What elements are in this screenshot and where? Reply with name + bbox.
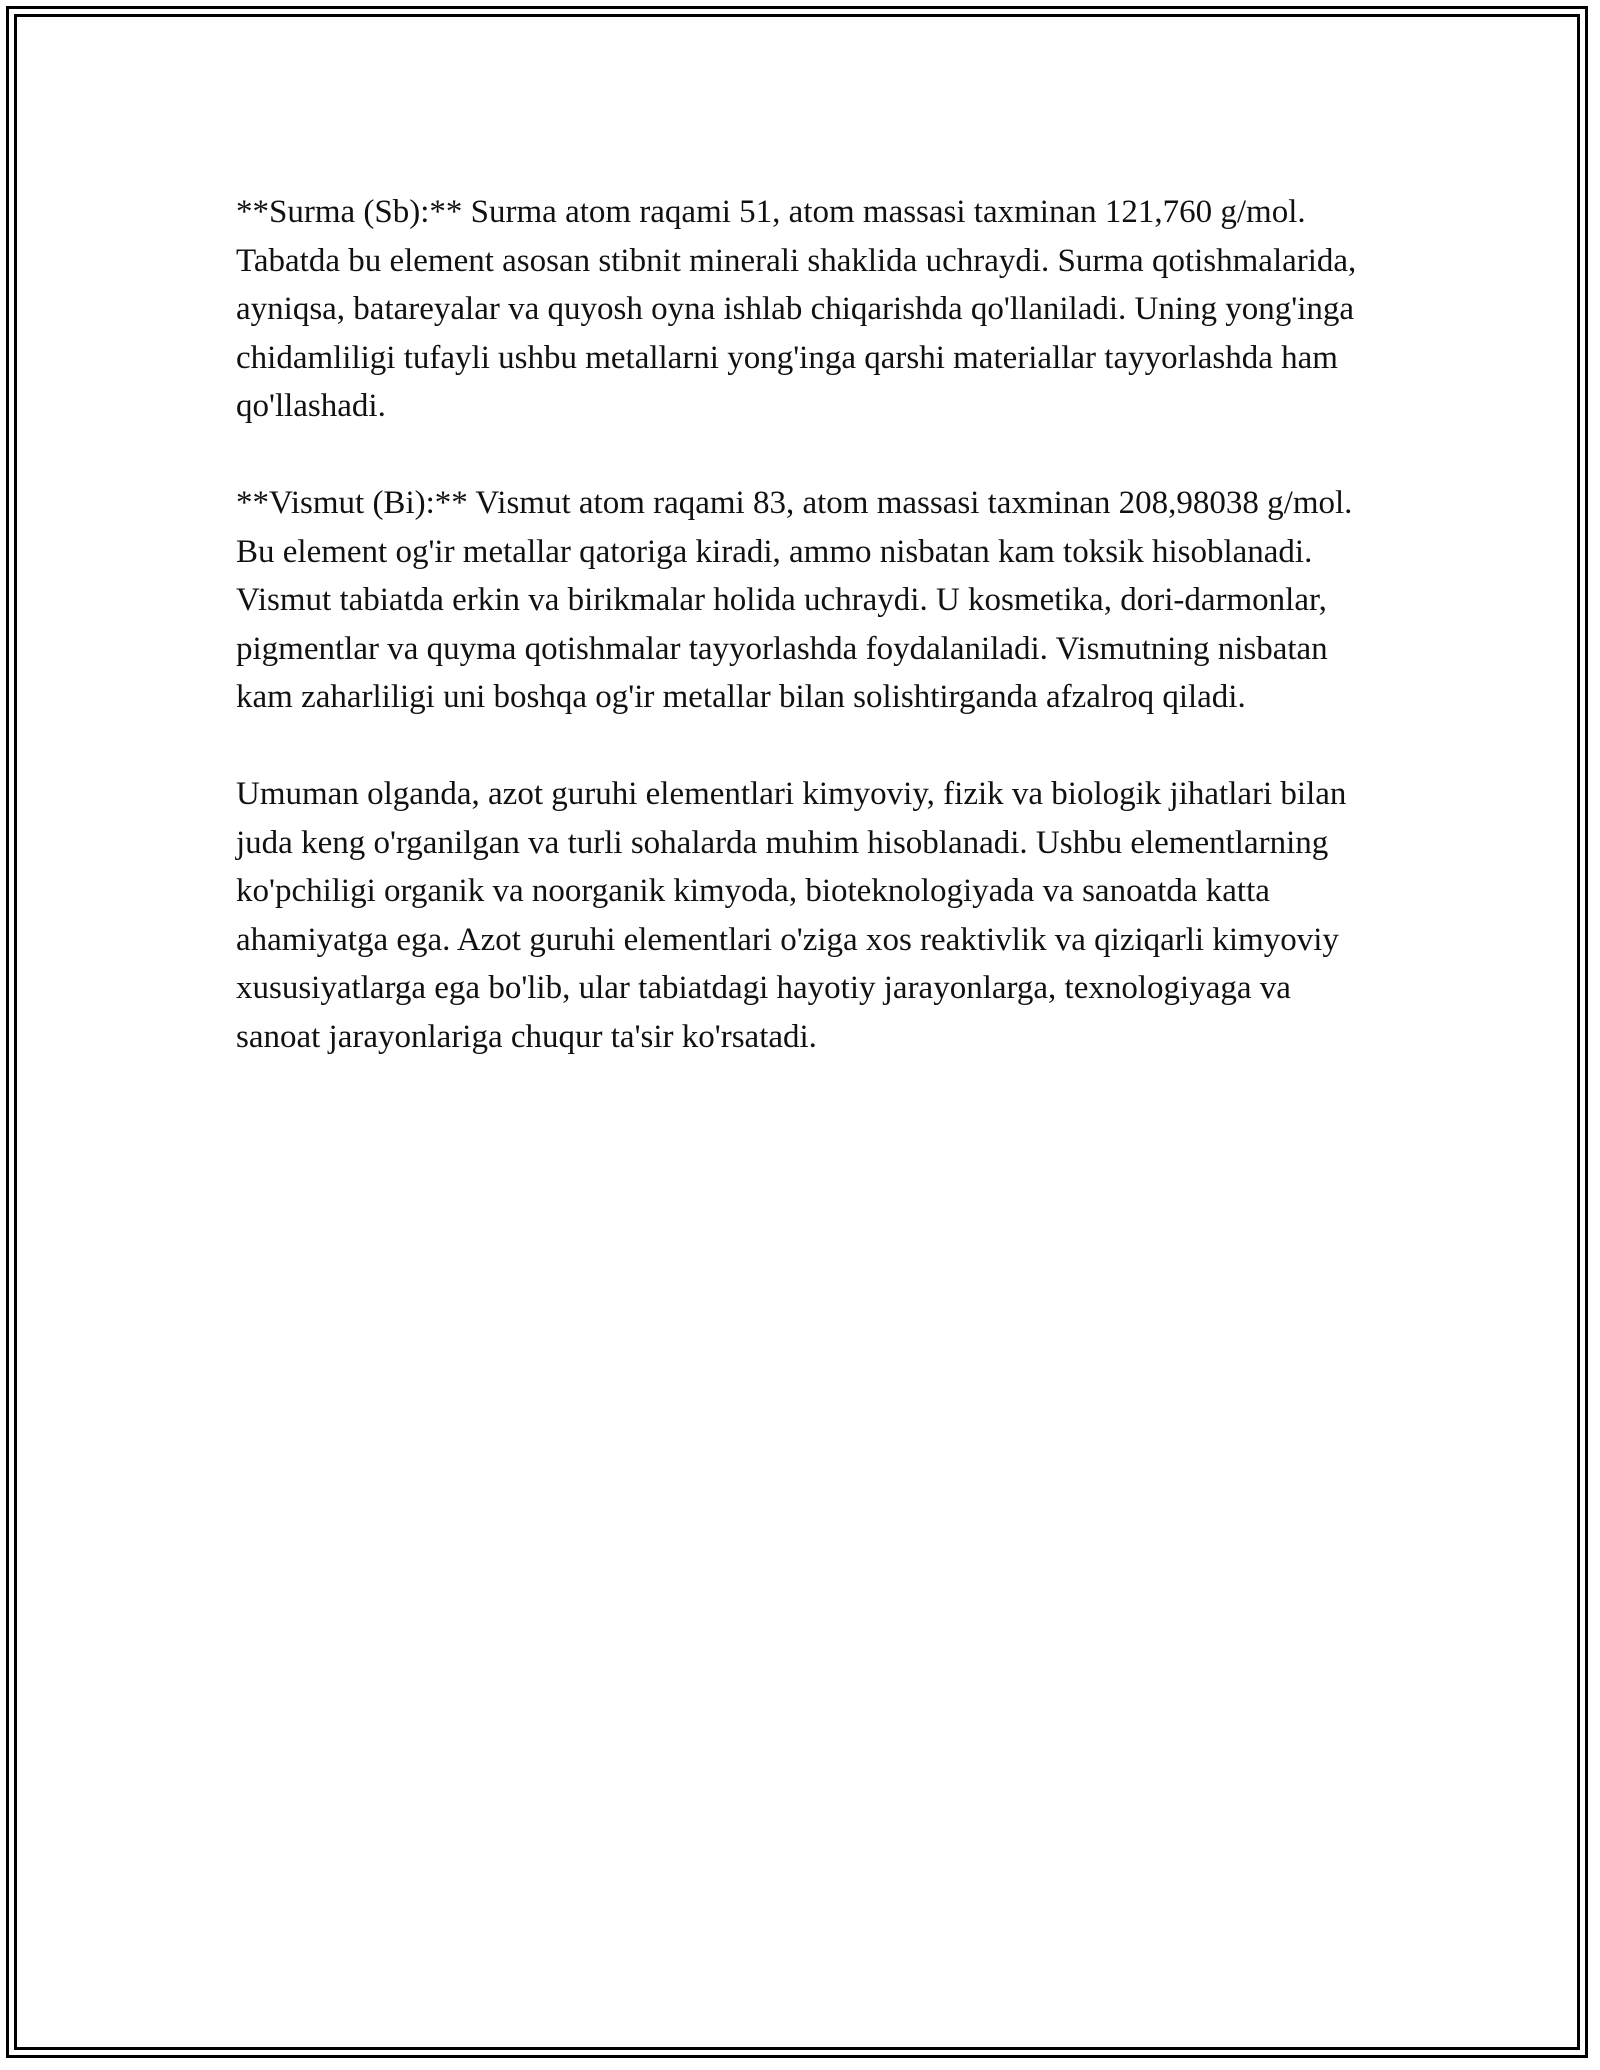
paragraph-conclusion: Umuman olganda, azot guruhi elementlari kimyoviy, fizik va biologik jihatlari bilan juda keng o'rganilgan va turli sohalarda muhim hisoblanadi. Ushbu elementlarning ko'pchiligi organik va noorganik kimyoda, bioteknologiyada va sanoatda katta ahamiyatga ega. Azot guruhi elementlari o'ziga xos reaktivlik va qiziqarli kimyoviy xususiyatlarga ega bo'lib, ular tabiatdagi hayotiy jarayonlarga, texnologiyaga va sanoat jarayonlariga chuqur ta'sir ko'rsatadi. — [236, 776, 1347, 1055]
paragraph-bismuth: **Vismut (Bi):** Vismut atom raqami 83, atom massasi taxminan 208,98038 g/mol. Bu element og'ir metallar qatoriga kiradi, ammo nisbatan kam toksik hisoblanadi. Vismut tabiatda erkin va birikmalar holida uchraydi. U kosmetika, dori-darmonlar, pigmentlar va quyma qotishmalar tayyorlashda foydalaniladi. Vismutning nisbatan kam zaharliligi uni boshqa og'ir metallar bilan solishtirganda afzalroq qiladi. — [236, 485, 1353, 715]
paragraph-antimony: **Surma (Sb):** Surma atom raqami 51, atom massasi taxminan 121,760 g/mol. Tabatda bu element asosan stibnit minerali shaklida uchraydi. Surma qotishmalarida, ayniqsa, batareyalar va quyosh oyna ishlab chiqarishda qo'llaniladi. Uning yong'inga chidamliligi tufayli ushbu metallarni yong'inga qarshi materiallar tayyorlashda ham qo'llashadi. — [236, 194, 1357, 424]
document-body — [236, 188, 1368, 1110]
